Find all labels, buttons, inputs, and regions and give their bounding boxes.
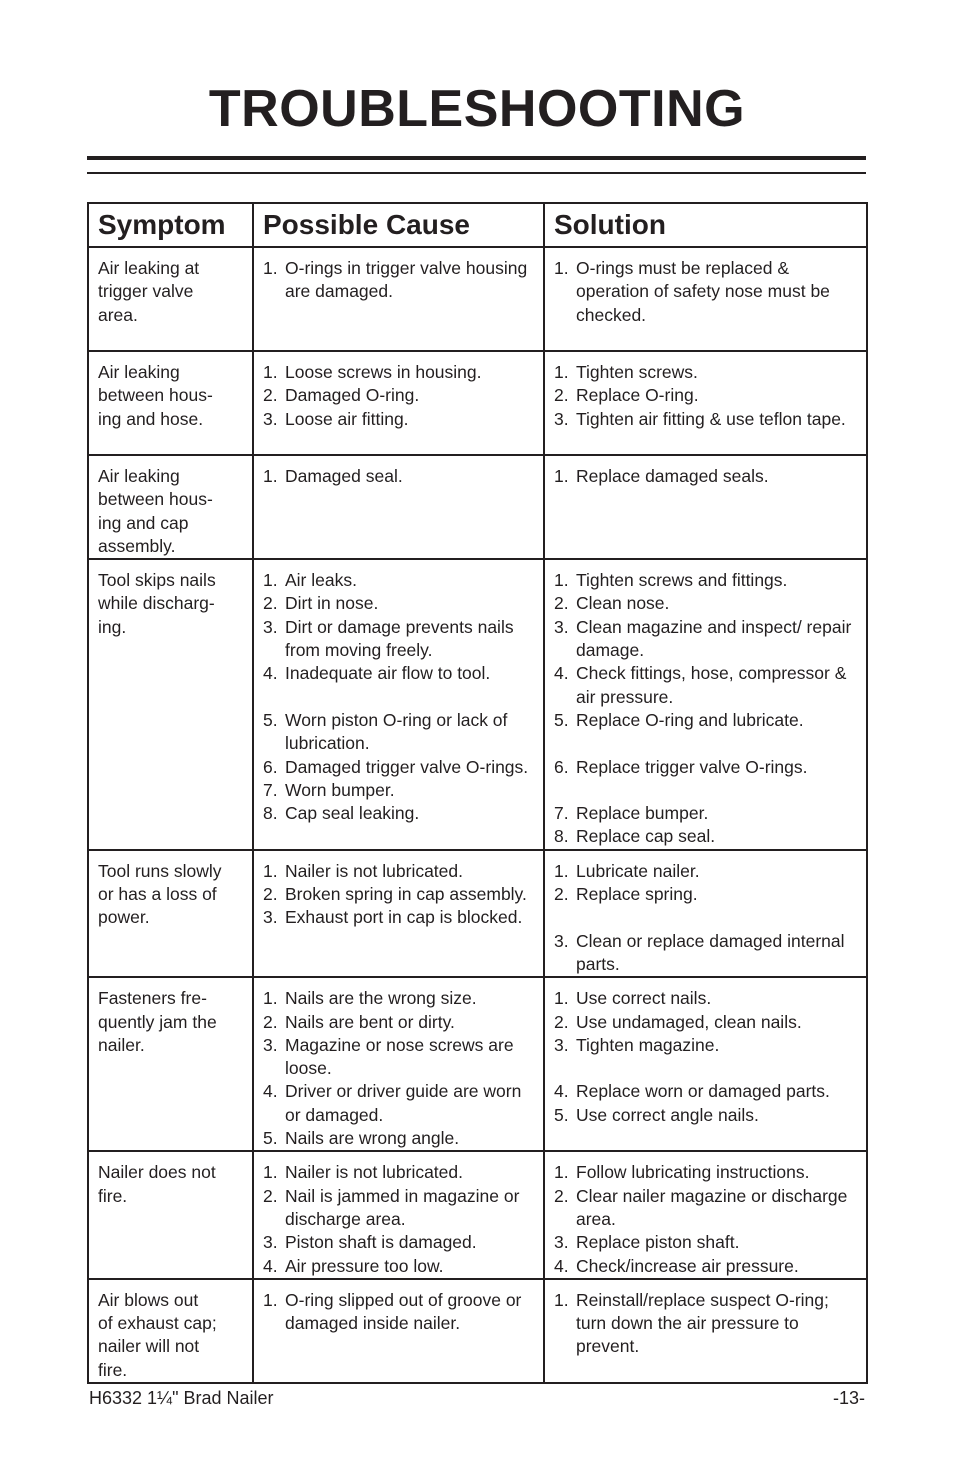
- cause-item: 1. O-rings in trigger valve housing are damaged.: [263, 258, 528, 302]
- solution-cell: [544, 1279, 867, 1383]
- cause-item: 4. Air pressure too low.: [263, 1255, 444, 1276]
- cause-item: 2. Nails are bent or dirty.: [263, 1011, 455, 1032]
- symptom-cell: Tool runs slowly or has a loss of power.: [88, 850, 253, 977]
- solution-item: 2. Clear nailer magazine or discharge area.: [554, 1185, 848, 1229]
- solution-item: 4. Replace worn or damaged parts.: [554, 1081, 830, 1102]
- table-row: [88, 455, 867, 559]
- table-row: [88, 977, 867, 1151]
- solution-item: 2. Replace O-ring.: [554, 385, 699, 406]
- cause-cell: [253, 1279, 544, 1383]
- solution-cell: [544, 850, 867, 977]
- cause-item: 1. Nailer is not lubricated.: [263, 1162, 463, 1183]
- solution-item: 1. O-rings must be replaced & operation of safety nose must be checked.: [554, 258, 830, 325]
- header-solution: Solution: [544, 203, 867, 247]
- cause-cell: [253, 455, 544, 559]
- cause-item: 2. Nail is jammed in magazine or discharge area.: [263, 1185, 520, 1229]
- symptom-cell: Air blows out of exhaust cap; nailer will not fire.: [88, 1279, 253, 1383]
- table-header-row: [88, 203, 867, 247]
- cause-item: 1. Air leaks.: [263, 570, 357, 591]
- solution-item: 1. Lubricate nailer.: [554, 860, 700, 881]
- spacer: [554, 1057, 857, 1080]
- spacer: [554, 732, 857, 755]
- solution-item: 3. Clean magazine and inspect/ repair damage.: [554, 616, 852, 661]
- solution-item: 3. Replace piston shaft.: [554, 1232, 740, 1253]
- solution-item: 1. Reinstall/replace suspect O-ring; turn down the air pressure to prevent.: [554, 1289, 829, 1357]
- cause-cell: [253, 247, 544, 351]
- solution-item: 3. Clean or replace damaged internal parts.: [554, 930, 845, 974]
- table-row: [88, 559, 867, 850]
- symptom-cell: Air leaking between hous- ing and hose.: [88, 351, 253, 455]
- cause-item: 2. Damaged O-ring.: [263, 385, 420, 406]
- table-row: [88, 1279, 867, 1383]
- solution-item: 4. Check/increase air pressure.: [554, 1255, 799, 1276]
- solution-item: 2. Replace spring.: [554, 884, 698, 905]
- solution-item: 3. Tighten magazine.: [554, 1034, 720, 1055]
- solution-item: 7. Replace bumper.: [554, 803, 709, 824]
- cause-item: 3. Exhaust port in cap is blocked.: [263, 907, 523, 928]
- symptom-cell: Air leaking between hous- ing and cap assembly.: [88, 455, 253, 559]
- cause-item: 4. Driver or driver guide are worn or damaged.: [263, 1081, 522, 1125]
- solution-item: 1. Use correct nails.: [554, 988, 712, 1009]
- cause-item: 1. Damaged seal.: [263, 466, 403, 486]
- table-row: [88, 247, 867, 351]
- cause-item: 4. Inadequate air flow to tool.: [263, 663, 491, 684]
- title-rule-thick: [87, 156, 866, 160]
- solution-item: 1. Tighten screws and fittings.: [554, 570, 788, 591]
- table-row: [88, 1151, 867, 1278]
- cause-item: 5. Worn piston O-ring or lack of lubrication.: [263, 709, 508, 754]
- spacer: [554, 906, 857, 929]
- cause-item: 3. Piston shaft is damaged.: [263, 1232, 477, 1253]
- cause-cell: [253, 351, 544, 455]
- cause-item: 3. Dirt or damage prevents nails from moving freely.: [263, 616, 514, 661]
- solution-cell: [544, 247, 867, 351]
- cause-item: 1. Nailer is not lubricated.: [263, 860, 463, 881]
- solution-cell: [544, 455, 867, 559]
- table-row: [88, 850, 867, 977]
- solution-item: 5. Use correct angle nails.: [554, 1104, 759, 1125]
- solution-item: 1. Replace damaged seals.: [554, 466, 769, 486]
- cause-cell: [253, 1151, 544, 1278]
- cause-item: 1. Loose screws in housing.: [263, 362, 482, 382]
- title-rule-thin: [87, 172, 866, 174]
- footer-model: H6332 1¼" Brad Nailer: [89, 1388, 274, 1408]
- cause-item: 5. Nails are wrong angle.: [263, 1128, 460, 1149]
- solution-item: 4. Check fittings, hose, compressor & air pressure.: [554, 663, 847, 707]
- cause-item: 7. Worn bumper.: [263, 779, 395, 800]
- cause-item: 1. O-ring slipped out of groove or damaged inside nailer.: [263, 1289, 522, 1334]
- cause-item: 1. Nails are the wrong size.: [263, 988, 477, 1009]
- symptom-cell: Nailer does not fire.: [88, 1151, 253, 1278]
- cause-item: 2. Dirt in nose.: [263, 593, 379, 614]
- spacer: [263, 686, 534, 709]
- cause-item: 2. Broken spring in cap assembly.: [263, 884, 527, 905]
- solution-item: 3. Tighten air fitting & use teflon tape.: [554, 408, 846, 429]
- footer-page-number: -13-: [832, 1388, 865, 1408]
- header-possible-cause: Possible Cause: [253, 203, 544, 247]
- solution-item: 2. Use undamaged, clean nails.: [554, 1011, 802, 1032]
- page-title: TROUBLESHOOTING: [208, 80, 746, 138]
- solution-cell: [544, 351, 867, 455]
- solution-item: 2. Clean nose.: [554, 593, 670, 614]
- solution-item: 6. Replace trigger valve O-rings.: [554, 756, 808, 777]
- solution-item: 5. Replace O-ring and lubricate.: [554, 709, 804, 730]
- spacer: [554, 779, 857, 802]
- cause-cell: [253, 559, 544, 850]
- cause-item: 6. Damaged trigger valve O-rings.: [263, 756, 529, 777]
- solution-cell: [544, 1151, 867, 1278]
- solution-item: 1. Follow lubricating instructions.: [554, 1162, 810, 1183]
- symptom-cell: Fasteners fre- quently jam the nailer.: [88, 977, 253, 1151]
- cause-cell: [253, 850, 544, 977]
- symptom-cell: Tool skips nails while discharg- ing.: [88, 559, 253, 850]
- cause-cell: [253, 977, 544, 1151]
- solution-cell: [544, 559, 867, 850]
- cause-item: 8. Cap seal leaking.: [263, 803, 420, 824]
- cause-item: 3. Magazine or nose screws are loose.: [263, 1034, 514, 1079]
- cause-item: 3. Loose air fitting.: [263, 408, 409, 429]
- symptom-cell: Air leaking at trigger valve area.: [88, 247, 253, 351]
- solution-item: 8. Replace cap seal.: [554, 826, 716, 847]
- header-symptom: Symptom: [88, 203, 253, 247]
- solution-cell: [544, 977, 867, 1151]
- troubleshooting-table: [87, 202, 868, 1384]
- table-row: [88, 351, 867, 455]
- solution-item: 1. Tighten screws.: [554, 362, 698, 382]
